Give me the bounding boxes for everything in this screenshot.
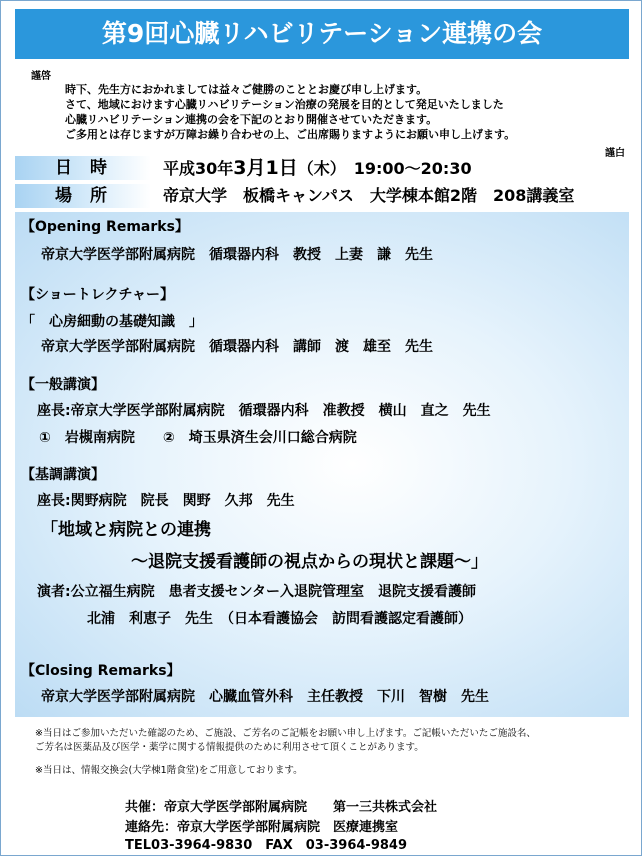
- date-value: [163, 156, 472, 181]
- short-lecture-speaker: 帝京大学医学部附属病院 循環器内科 講師 渡 雄至 先生: [41, 339, 433, 355]
- note-registration-line1: ※当日はご参加いただいた確認のため、ご施設、ご芳名のご記帳をお願い申し上げます。ご記帳いただいたご施設名、: [35, 728, 536, 739]
- footer-organizer: 共催：帝京大学医学部附属病院 第一三共株式会社: [125, 800, 438, 815]
- intro-line: さて、地域におけます心臓リハビリテーション治療の発展を目的として発足いたしました: [65, 98, 504, 111]
- keynote-speaker-line2: 北浦 利恵子 先生 （日本看護協会 訪問看護認定看護師）: [87, 611, 472, 627]
- intro-text: [65, 82, 625, 142]
- intro-line: ご多用とは存じますが万障お繰り合わせの上、ご出席賜りますようにお願い申し上げます。: [65, 128, 516, 141]
- event-title: 第9回心臓リハビリテーション連携の会: [15, 9, 629, 59]
- closing-remarks-heading: 【Closing Remarks】: [21, 663, 181, 679]
- intro-line: 心臓リハビリテーション連携の会を下記のとおり開催させていただきます。: [65, 113, 438, 126]
- date-prefix: 平成30年: [163, 159, 234, 178]
- footer-contact: 連絡先：帝京大学医学部附属病院 医療連携室: [125, 820, 399, 835]
- footer-phone: TEL03-3964-9830 FAX 03-3964-9849: [125, 838, 407, 853]
- intro-line: 時下、先生方におかれましては益々ご健勝のこととお慶び申し上げます。: [65, 83, 428, 96]
- keynote-title-line1: 「地域と病院との連携: [41, 520, 211, 540]
- keynote-title-line2: ～退院支援看護師の視点からの現状と課題～」: [131, 552, 488, 572]
- general-lecture-chair: 座長:帝京大学医学部附属病院 循環器内科 准教授 横山 直之 先生: [37, 403, 491, 419]
- program-section: [15, 212, 629, 717]
- note-reception: ※当日は、情報交換会(大学棟1階食堂)をご用意しております。: [35, 765, 303, 776]
- short-lecture-title: 「 心房細動の基礎知識 」: [21, 314, 203, 330]
- opening-remarks-heading: 【Opening Remarks】: [21, 219, 189, 235]
- short-lecture-heading: 【ショートレクチャー】: [21, 287, 175, 303]
- venue-row: [15, 184, 629, 208]
- closing-remarks-speaker: 帝京大学医学部附属病院 心臓血管外科 主任教授 下川 智樹 先生: [41, 689, 489, 705]
- keynote-chair: 座長:関野病院 院長 関野 久邦 先生: [37, 493, 295, 509]
- general-lecture-talks: ① 岩槻南病院 ② 埼玉県済生会川口総合病院: [39, 430, 357, 446]
- salutation-closing: 謹白: [605, 148, 625, 159]
- venue-value: 帝京大学 板橋キャンパス 大学棟本館2階 208講義室: [163, 186, 575, 205]
- keynote-heading: 【基調講演】: [21, 467, 105, 483]
- salutation-opening: 謹啓: [31, 71, 51, 82]
- date-month-day: 3月1日: [233, 157, 298, 179]
- date-row: [15, 156, 629, 180]
- venue-label: 場所: [15, 184, 151, 208]
- date-label: 日時: [15, 156, 151, 180]
- date-suffix: （木） 19:00～20:30: [297, 159, 472, 178]
- opening-remarks-speaker: 帝京大学医学部附属病院 循環器内科 教授 上妻 謙 先生: [41, 247, 433, 263]
- general-lecture-heading: 【一般講演】: [21, 377, 105, 393]
- keynote-speaker-line1: 演者:公立福生病院 患者支援センター入退院管理室 退院支援看護師: [37, 584, 477, 600]
- note-registration-line2: ご芳名は医薬品及び医学・薬学に関する情報提供のために利用させて頂くことがあります。: [35, 742, 424, 753]
